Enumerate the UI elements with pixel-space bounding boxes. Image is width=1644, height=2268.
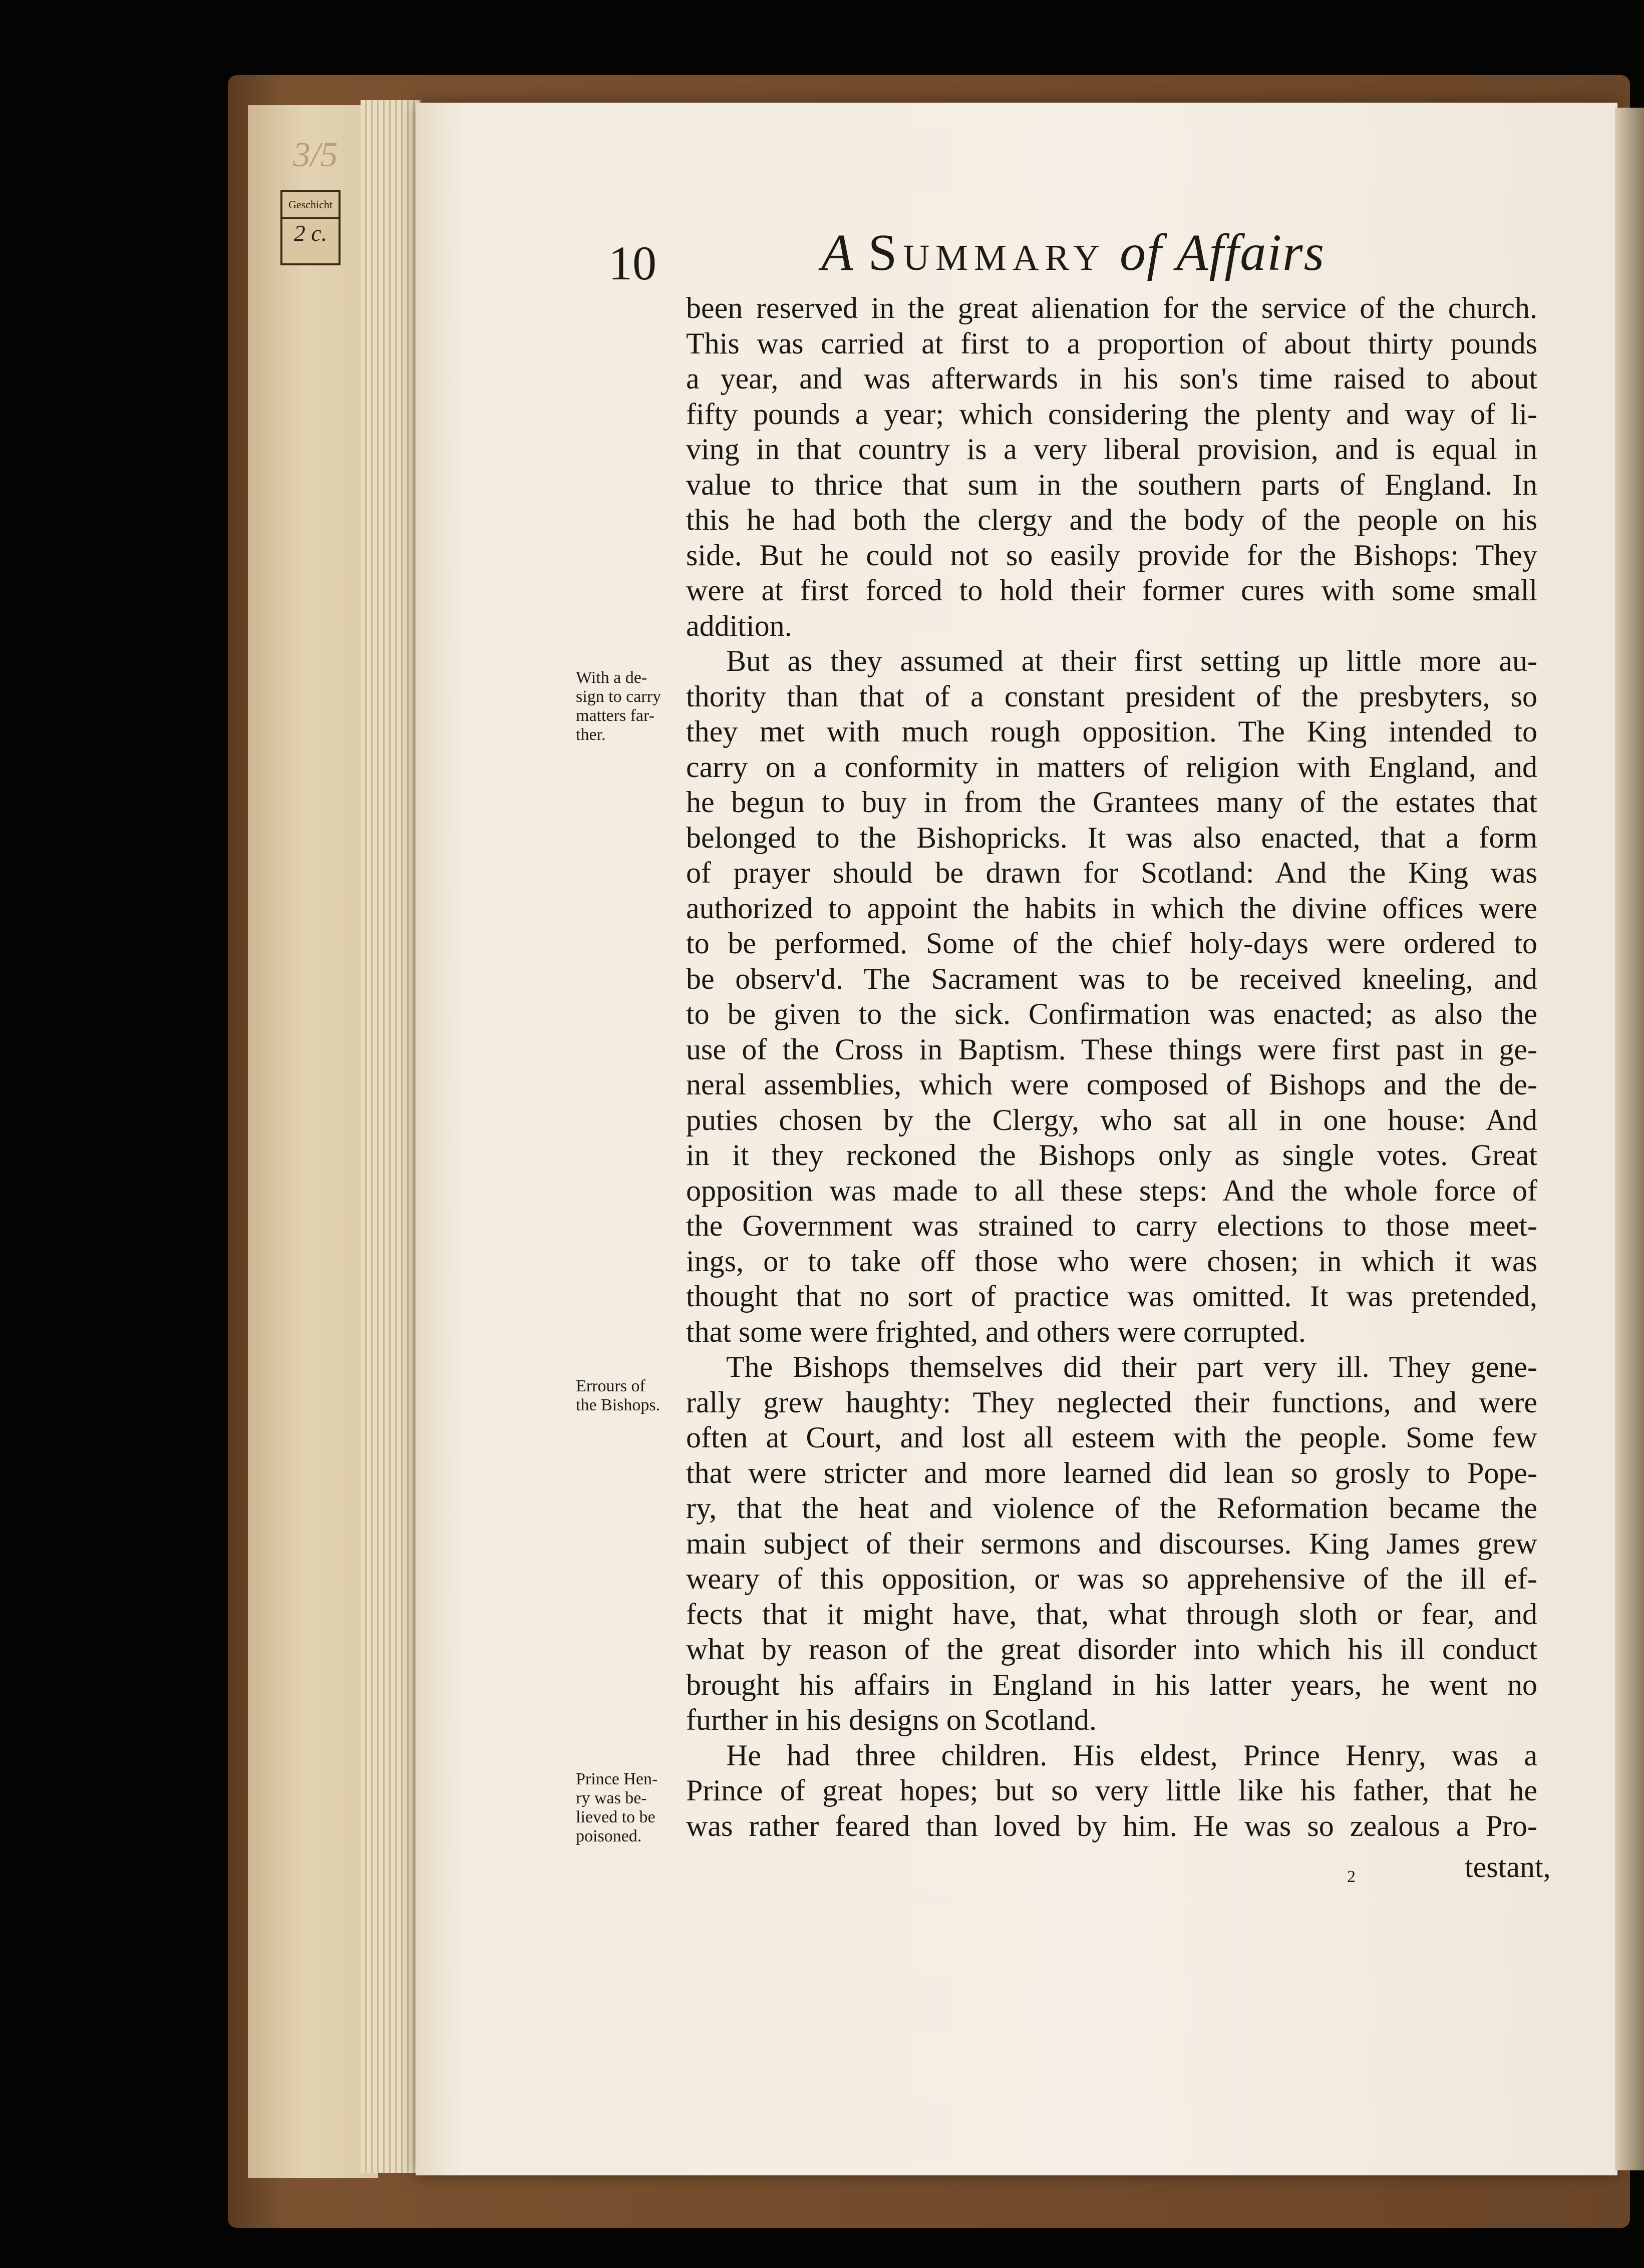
body-line: often at Court, and lost all esteem with the people. Some few	[686, 1421, 1537, 1454]
body-line: brought his affairs in England in his latter years, he went no	[686, 1668, 1537, 1701]
body-line: The Bishops themselves did their part very ill. They gene-	[726, 1350, 1537, 1383]
body-line: further in his designs on Scotland.	[686, 1703, 1097, 1736]
running-head	[821, 223, 1325, 282]
margin-note-design	[576, 668, 684, 744]
signature-mark: 2	[1347, 1867, 1356, 1886]
margin-note-line: sign to carry	[576, 687, 661, 706]
margin-note-line: Errours of	[576, 1377, 645, 1395]
body-line: use of the Cross in Baptism. These things were first past in ge-	[686, 1032, 1537, 1066]
margin-note-line: lieved to be	[576, 1808, 655, 1826]
library-label-top: Geschicht	[282, 192, 339, 219]
body-line: ry, that the heat and violence of the Reformation became the	[686, 1491, 1537, 1525]
margin-note-prince-henry	[576, 1770, 684, 1846]
body-text	[686, 290, 1537, 1843]
left-flyleaf	[248, 105, 378, 2178]
body-line: neral assemblies, which were composed of Bishops and the de-	[686, 1068, 1537, 1101]
page-stack-edge	[361, 100, 421, 2173]
body-line: that were stricter and more learned did lean so grosly to Pope-	[686, 1456, 1537, 1489]
body-line: were at first forced to hold their former cures with some small	[686, 574, 1537, 607]
body-line: opposition was made to all these steps: And the whole force of	[686, 1174, 1537, 1207]
body-line: rally grew haughty: They neglected their functions, and were	[686, 1385, 1537, 1419]
body-line: what by reason of the great disorder into which his ill conduct	[686, 1633, 1537, 1666]
body-line: addition.	[686, 609, 792, 642]
page-number: 10	[608, 236, 656, 290]
body-line: But as they assumed at their first setting up little more au-	[726, 644, 1537, 677]
body-line: of prayer should be drawn for Scotland: And the King was	[686, 856, 1537, 889]
body-line: was rather feared than loved by him. He was so zealous a Pro-	[686, 1809, 1537, 1842]
margin-note-errours	[576, 1377, 684, 1415]
body-line: be observ'd. The Sacrament was to be received kneeling, and	[686, 962, 1537, 995]
running-head-subject: Affairs	[1176, 224, 1326, 281]
margin-note-line: With a de-	[576, 668, 647, 687]
margin-note-line: ry was be-	[576, 1789, 647, 1807]
catchword: testant,	[1465, 1850, 1551, 1883]
body-line: This was carried at first to a proportion of about thirty pounds	[686, 326, 1537, 360]
body-line: belonged to the Bishopricks. It was also enacted, that a form	[686, 821, 1537, 854]
body-line: carry on a conformity in matters of religion with England, and	[686, 750, 1537, 784]
body-line: authorized to appoint the habits in which the divine offices were	[686, 891, 1537, 925]
body-line: that some were frighted, and others were corrupted.	[686, 1315, 1306, 1348]
body-line: fifty pounds a year; which considering the plenty and way of li-	[686, 397, 1537, 431]
margin-note-line: ther.	[576, 725, 606, 744]
running-head-article: A	[821, 224, 854, 281]
margin-note-line: matters far-	[576, 706, 654, 725]
body-line: main subject of their sermons and discourses. King James grew	[686, 1527, 1537, 1560]
body-line: fects that it might have, that, what through sloth or fear, and	[686, 1597, 1537, 1631]
running-head-connector: of	[1120, 224, 1162, 281]
body-line: thought that no sort of practice was omitted. It was pretended,	[686, 1280, 1537, 1313]
body-line: a year, and was afterwards in his son's time raised to about	[686, 362, 1537, 395]
running-head-title: Summary	[868, 224, 1106, 281]
body-line: this he had both the clergy and the body of the people on his	[686, 503, 1537, 536]
body-line: thority than that of a constant president of the presbyters, so	[686, 679, 1537, 713]
page-edge-right	[1615, 108, 1644, 2170]
body-line: he begun to buy in from the Grantees many of the estates that	[686, 786, 1537, 819]
body-line: weary of this opposition, or was so apprehensive of the ill ef-	[686, 1562, 1537, 1595]
body-line: ings, or to take off those who were chosen; in which it was	[686, 1244, 1537, 1278]
body-line: side. But he could not so easily provide for the Bishops: They	[686, 538, 1537, 572]
margin-note-line: poisoned.	[576, 1827, 642, 1845]
body-line: ving in that country is a very liberal provision, and is equal in	[686, 433, 1537, 466]
margin-note-line: Prince Hen-	[576, 1770, 658, 1788]
body-line: Prince of great hopes; but so very little like his father, that he	[686, 1774, 1537, 1807]
library-label	[280, 190, 341, 265]
shelfmark: 3/5	[293, 136, 338, 174]
body-line: puties chosen by the Clergy, who sat all in one house: And	[686, 1103, 1537, 1137]
body-line: He had three children. His eldest, Prince Henry, was a	[726, 1738, 1537, 1772]
margin-note-line: the Bishops.	[576, 1396, 661, 1414]
body-line: they met with much rough opposition. The King intended to	[686, 715, 1537, 748]
library-label-bottom: 2 c.	[293, 220, 327, 246]
body-line: been reserved in the great alienation for the service of the church.	[686, 291, 1537, 324]
body-line: to be performed. Some of the chief holy-days were ordered to	[686, 927, 1537, 960]
body-line: the Government was strained to carry elections to those meet-	[686, 1209, 1537, 1242]
body-line: to be given to the sick. Confirmation was enacted; as also the	[686, 997, 1537, 1030]
body-line: in it they reckoned the Bishops only as single votes. Great	[686, 1139, 1537, 1172]
body-line: value to thrice that sum in the southern parts of England. In	[686, 468, 1537, 501]
